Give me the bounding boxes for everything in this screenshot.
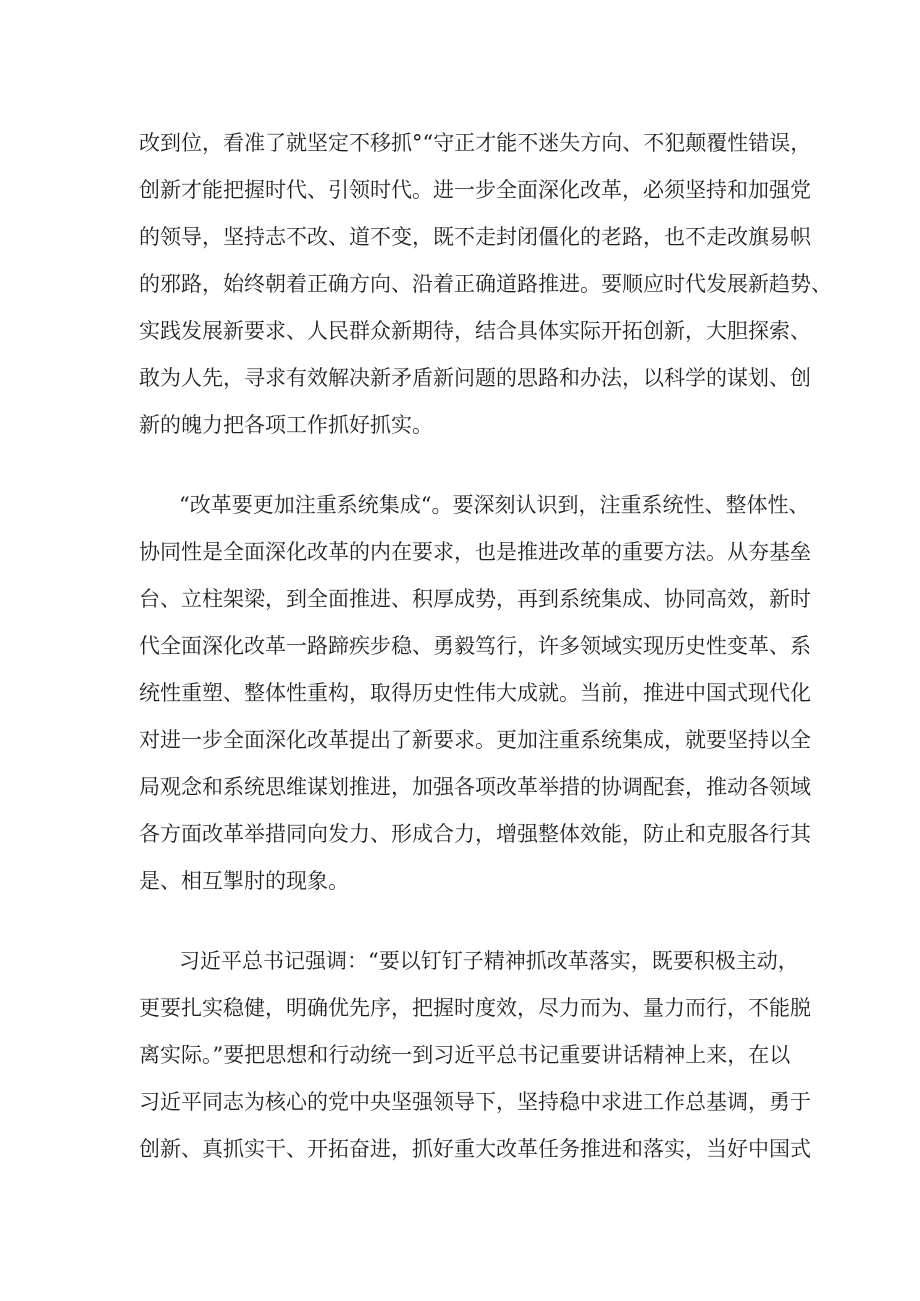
text-line: 的邪路，始终朝着正确方向、沿着正确道路推进。要顺应时代发展新趋势、 [139,272,832,296]
text-line: 代全面深化改革一路蹄疾步稳、勇毅笃行，许多领域实现历史性变革、系 [139,634,811,658]
text-line: 习近平同志为核心的党中央坚强领导下，坚持稳中求进工作总基调，勇于 [139,1090,811,1114]
text-line: 台、立柱架梁，到全面推进、积厚成势，再到系统集成、协同高效，新时 [139,587,811,611]
text-line: 改到位，看准了就坚定不移抓°“守正才能不迷失方向、不犯颠覆性错误， [139,131,812,155]
text-line: 协同性是全面深化改革的内在要求，也是推进改革的重要方法。从夯基垒 [139,540,811,564]
text-line: 敢为人先，寻求有效解决新矛盾新问题的思路和办法，以科学的谋划、创 [139,366,811,390]
text-line: 新的魄力把各项工作抓好抓实。 [139,413,433,437]
text-line: 是、相互掣肘的现象。 [139,869,349,893]
text-line: 局观念和系统思维谋划推进，加强各项改革举措的协调配套，推动各领域 [139,775,811,799]
text-line: 各方面改革举措同向发力、形成合力，增强整体效能，防止和克服各行其 [139,822,811,846]
text-line: 离实际。”要把思想和行动统一到习近平总书记重要讲话精神上来，在以 [139,1043,791,1067]
text-line: 统性重塑、整体性重构，取得历史性伟大成就。当前，推进中国式现代化 [139,681,811,705]
text-line: 更要扎实稳健，明确优先序，把握时度效，尽力而为、量力而行，不能脱 [139,996,811,1020]
text-line: 实践发展新要求、人民群众新期待，结合具体实际开拓创新，大胆探索、 [139,319,811,343]
text-line: 创新、真抓实干、开拓奋进，抓好重大改革任务推进和落实，当好中国式 [139,1137,811,1161]
text-line: 创新才能把握时代、引领时代。进一步全面深化改革，必须坚持和加强党 [139,178,811,202]
text-line: “改革要更加注重系统集成“。要深刻认识到，注重系统性、整体性、 [179,493,810,517]
text-line: 习近平总书记强调：“要以钉钉子精神抓改革落实，既要积极主动， [179,949,799,973]
text-line: 对进一步全面深化改革提出了新要求。更加注重系统集成，就要坚持以全 [139,728,811,752]
text-line: 的领导，坚持志不改、道不变，既不走封闭僵化的老路，也不走改旗易帜 [139,225,811,249]
